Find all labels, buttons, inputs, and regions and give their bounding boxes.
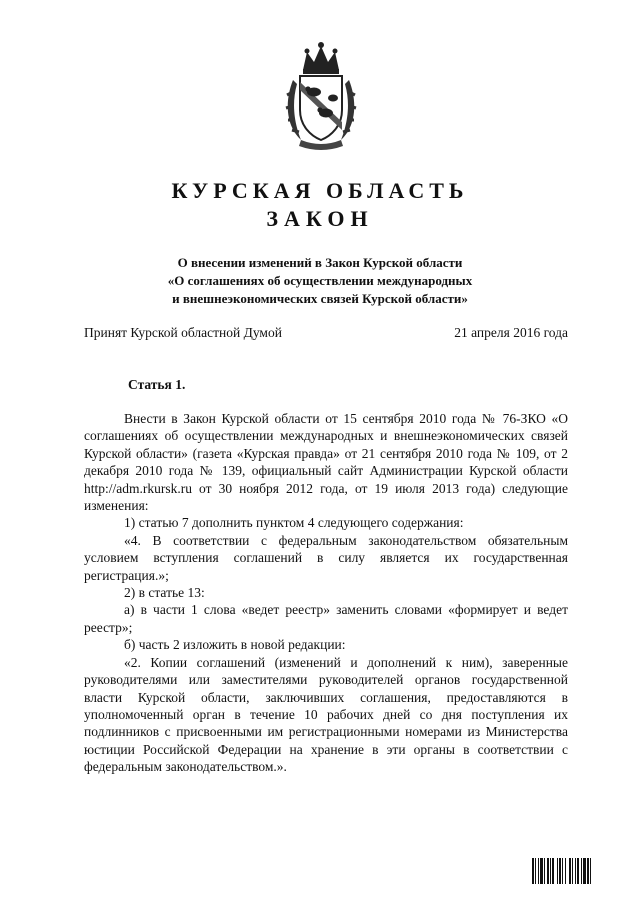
barcode-bar bbox=[581, 858, 582, 884]
barcode-bar bbox=[557, 858, 558, 884]
law-title bbox=[90, 254, 550, 308]
barcode-bar bbox=[535, 858, 536, 884]
paragraph: а) в части 1 слова «ведет реестр» заменить словами «формирует и ведет реестр»; bbox=[84, 602, 568, 635]
barcode-bar bbox=[575, 858, 576, 884]
paragraph: «4. В соответствии с федеральным законодательством обязательным условием вступления соглашений в силу является их государственная регистрация.»; bbox=[84, 532, 568, 583]
barcode-bar bbox=[587, 858, 589, 884]
paragraph: 2) в статье 13: bbox=[124, 585, 205, 601]
barcode-bar bbox=[572, 858, 573, 884]
paragraph: 1) статью 7 дополнить пунктом 4 следующего содержания: bbox=[124, 515, 464, 531]
barcode-bar bbox=[552, 858, 554, 884]
barcode-bar bbox=[538, 858, 539, 884]
barcode-bar bbox=[565, 858, 566, 884]
paragraph: «2. Копии соглашений (изменений и дополнений к ним), заверенные руководителями или заместителями руководителей органов государственной власти Курской области, заключивших соглашения, предоставляются в уполномоченный орган в течение 10 рабочих дней со дня поступления их подлинников с присвоенными им регистрационными номерами из Министерства юстиции Российской Федерации на хранение в эти органы в соответствии с федеральным законодательством.». bbox=[84, 654, 568, 775]
article-heading: Статья 1. bbox=[128, 377, 186, 392]
barcode-bar bbox=[550, 858, 551, 884]
barcode-bar bbox=[559, 858, 561, 884]
coat-of-arms-icon bbox=[283, 40, 359, 152]
document-type: ЗАКОН bbox=[266, 206, 374, 231]
law-title-line: и внешнеэкономических связей Курской области» bbox=[172, 291, 468, 306]
barcode-bar bbox=[577, 858, 579, 884]
paragraph: б) часть 2 изложить в новой редакции: bbox=[124, 637, 346, 653]
barcode-bar bbox=[532, 858, 534, 884]
barcode-bar bbox=[569, 858, 571, 884]
barcode-bar bbox=[590, 858, 591, 884]
adopted-by: Принят Курской областной Думой bbox=[84, 325, 282, 340]
paragraph: Внести в Закон Курской области от 15 сентября 2010 года № 76-ЗКО «О соглашениях об осуществлении международных и внешнеэкономических связей Курской области» (газета «Курская правда» от 21 сентября 2010 года № 109, от 2 декабря 2010 года № 139, официальный сайт Администрации Курской области http://adm.rkursk.ru от 30 ноября 2012 года, от 19 июля 2013 года) следующие изменения: bbox=[84, 411, 568, 514]
barcode-bar bbox=[540, 858, 543, 884]
law-title-line: О внесении изменений в Закон Курской области bbox=[177, 255, 463, 270]
barcode-bar bbox=[547, 858, 549, 884]
adoption-line bbox=[84, 325, 568, 341]
region-name: КУРСКАЯ ОБЛАСТЬ bbox=[171, 178, 469, 203]
barcode-bar bbox=[583, 858, 586, 884]
law-title-line: «О соглашениях об осуществлении международных bbox=[167, 273, 473, 288]
article-body bbox=[84, 410, 568, 776]
barcode-bar bbox=[562, 858, 563, 884]
barcode-bar bbox=[544, 858, 545, 884]
adoption-date: 21 апреля 2016 года bbox=[454, 325, 568, 340]
barcode-icon bbox=[532, 858, 616, 884]
